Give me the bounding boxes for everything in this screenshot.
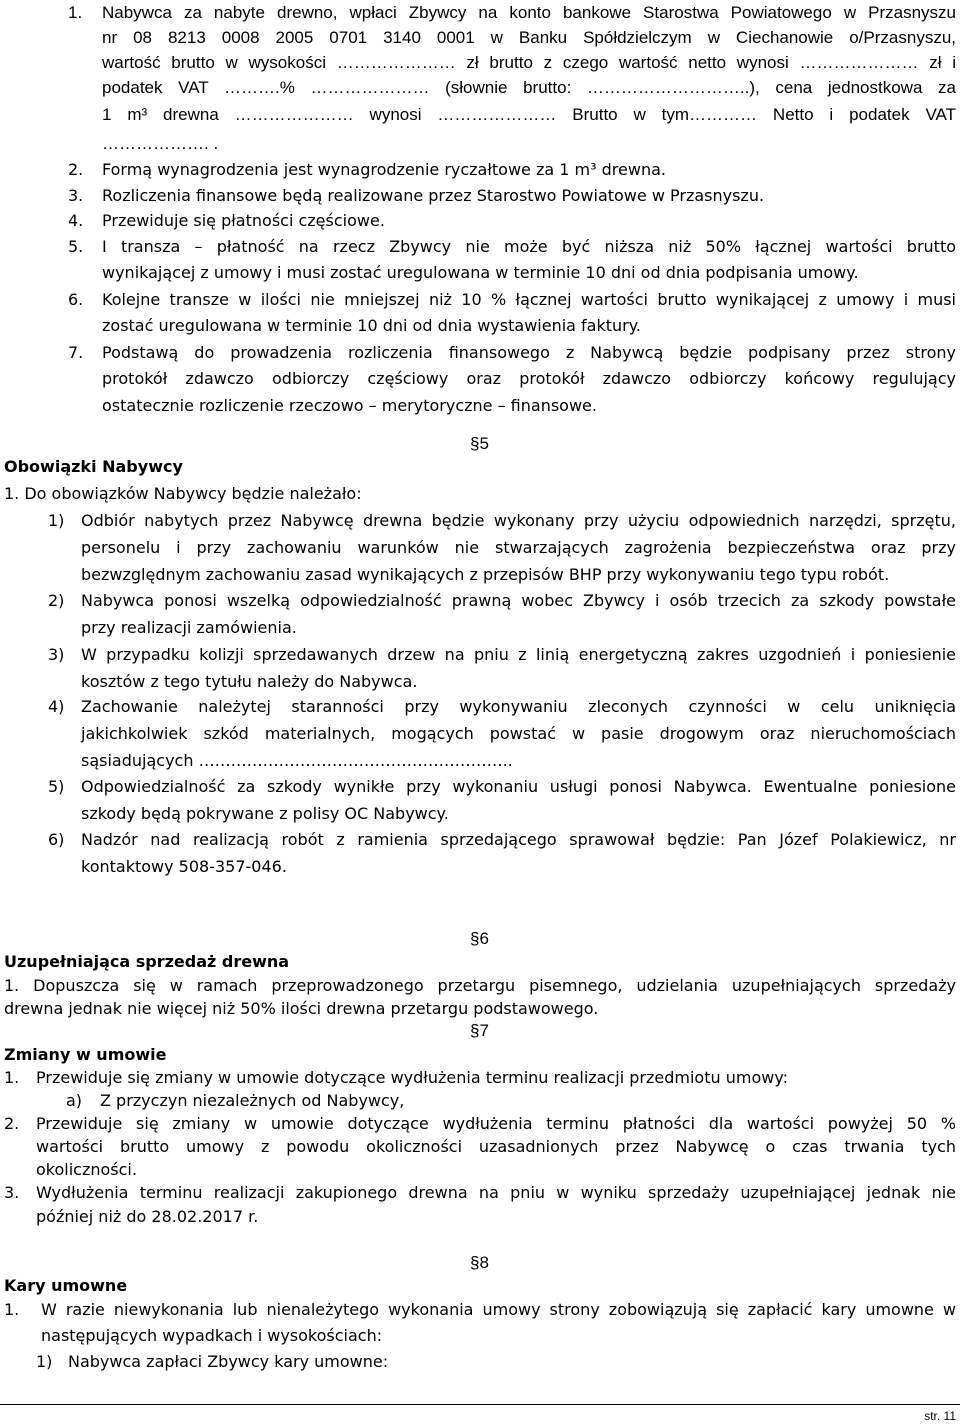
item-line: Odpowiedzialność za szkody wynikłe przy wykonaniu usługi ponosi Nabywca. Ewentualne poniesione [81,777,956,796]
item-1-line: wartość brutto w wysokości ………………… zł brutto z czego wartość netto wynosi ………………… zł i [102,53,956,72]
item-number: 1. [4,1068,20,1087]
item-number: 1) [36,1352,53,1371]
item-line: Wydłużenia terminu realizacji zakupionego drewna na pniu w wyniku sprzedaży uzupełniającej jednak nie [36,1183,956,1202]
item-1-line: ………………. . [102,134,219,153]
item-line: ostatecznie rozliczenie rzeczowo – merytoryczne – finansowe. [102,396,597,415]
item-number: a) [66,1091,83,1110]
section-line: 1. Dopuszcza się w ramach przeprowadzonego przetargu pisemnego, udzielania uzupełniających sprzedaży [4,976,956,995]
section-line: drewna jednak nie więcej niż 50% ilości drewna przetargu podstawowego. [4,999,599,1018]
item-line: okoliczności. [36,1160,137,1179]
item-line: później niż do 28.02.2017 r. [36,1207,259,1226]
item-line: Przewiduje się płatności częściowe. [102,211,385,230]
item-number: 6. [68,290,84,309]
item-number: 2) [48,591,65,610]
section-intro: 1. Do obowiązków Nabywcy będzie należało: [4,484,362,503]
item-number: 7. [68,343,84,362]
item-1-line: Nabywca za nabyte drewno, wpłaci Zbywcy na konto bankowe Starostwa Powiatowego w Przasnyszu [102,3,956,22]
item-line: szkody będą pokrywane z polisy OC Nabywcy. [81,804,449,823]
item-line: kontaktowy 508-357-046. [81,857,287,876]
item-line: Z przyczyn niezależnych od Nabywcy, [100,1091,405,1110]
item-number: 4) [48,697,65,716]
item-line: I transza – płatność na rzecz Zbywcy nie może być niższa niż 50% łącznej wartości brutto [102,237,956,256]
item-1-line: nr 08 8213 0008 2005 0701 3140 0001 w Banku Spółdzielczym w Ciechanowie o/Przasnyszu, [102,28,956,47]
item-line: protokół zdawczo odbiorczy częściowy oraz protokół zdawczo odbiorczy końcowy regulujący [102,369,956,388]
item-line: zostać uregulowana w terminie 10 dni od dnia wystawienia faktury. [102,316,642,335]
section-heading: Zmiany w umowie [4,1045,167,1064]
item-line: Nadzór nad realizacją robót z ramienia sprzedającego sprawował będzie: Pan Józef Polakiewicz, nr [81,830,956,849]
item-line: W razie niewykonania lub nienależytego wykonania umowy strony zobowiązują się zapłacić kary umowne w [41,1300,956,1319]
item-number: 6) [48,830,65,849]
item-line: następujących wypadkach i wysokościach: [41,1326,383,1345]
item-line: Podstawą do prowadzenia rozliczenia finansowego z Nabywcą będzie podpisany przez strony [102,343,956,362]
item-line: Kolejne transze w ilości nie mniejszej niż 10 % łącznej wartości brutto wynikającej z umowy i musi [102,290,956,309]
item-line: wartości brutto umowy z powodu okoliczności uzasadnionych przez Nabywcę o czas trwania tych [36,1137,956,1156]
item-line: Nabywca ponosi wszelką odpowiedzialność prawną wobec Zbywcy i osób trzecich za szkody powstałe [81,591,956,610]
item-number: 1. [4,1300,20,1319]
section-heading: Uzupełniająca sprzedaż drewna [4,952,290,971]
item-number: 5) [48,777,65,796]
item-number: 2. [4,1114,20,1133]
item-number: 2. [68,160,84,179]
item-line: Nabywca zapłaci Zbywcy kary umowne: [68,1352,389,1371]
item-line: sąsiadujących ………………………………………………….. [81,751,513,770]
item-line: W przypadku kolizji sprzedawanych drzew na pniu z linią energetyczną zakres uzgodnień i poniesienie [81,645,956,664]
item-number: 3) [48,645,65,664]
item-number: 4. [68,211,84,230]
item-number: 5. [68,237,84,256]
item-line: Rozliczenia finansowe będą realizowane przez Starostwo Powiatowe w Przasnyszu. [102,186,765,205]
item-1-line: podatek VAT ……….% ………………… (słownie brutto: ………………………..), cena jednostkowa za [102,78,956,97]
item-number: 3. [4,1183,20,1202]
item-line: jakichkolwiek szkód materialnych, mogących powstać w pasie drogowym oraz nieruchomościach [81,724,956,743]
item-line: Formą wynagrodzenia jest wynagrodzenie ryczałtowe za 1 m³ drewna. [102,160,666,179]
item-line: Przewiduje się zmiany w umowie dotyczące wydłużenia terminu realizacji przedmiotu umowy: [36,1068,789,1087]
item-line: Przewiduje się zmiany w umowie dotyczące wydłużenia terminu płatności dla wartości powyżej 50 % [36,1114,956,1133]
section-heading: Kary umowne [4,1276,128,1295]
item-line: Zachowanie należytej staranności przy wykonywaniu zleconych czynności w celu uniknięcia [81,697,956,716]
item-line: kosztów z tego tytułu należy do Nabywca. [81,672,418,691]
item-line: personelu i przy zachowaniu warunków nie stwarzających zagrożenia bezpieczeństwa oraz przy [81,538,956,557]
section-mark: §7 [470,1021,489,1040]
item-line: Odbiór nabytych przez Nabywcę drewna będzie wykonany przy użyciu odpowiednich narzędzi, sprzętu, [81,511,956,530]
page-number: str. 11 [924,1409,956,1423]
section-mark: §6 [470,929,489,948]
item-number: 1. [68,3,83,22]
section-mark: §5 [470,434,489,453]
item-1-line: 1 m³ drewna ………………… wynosi ………………… Brutto w tym………… Netto i podatek VAT [102,105,956,124]
item-line: bezwzględnym zachowaniu zasad wynikających z przepisów BHP przy wykonywaniu tego typu robót. [81,565,890,584]
item-number: 1) [48,511,65,530]
section-mark: §8 [470,1253,489,1272]
item-number: 3. [68,186,84,205]
footer-rule [0,1404,960,1405]
item-line: wynikającej z umowy i musi zostać uregulowana w terminie 10 dni od dnia podpisania umowy. [102,263,859,282]
section-heading: Obowiązki Nabywcy [4,457,183,476]
item-line: przy realizacji zamówienia. [81,618,297,637]
